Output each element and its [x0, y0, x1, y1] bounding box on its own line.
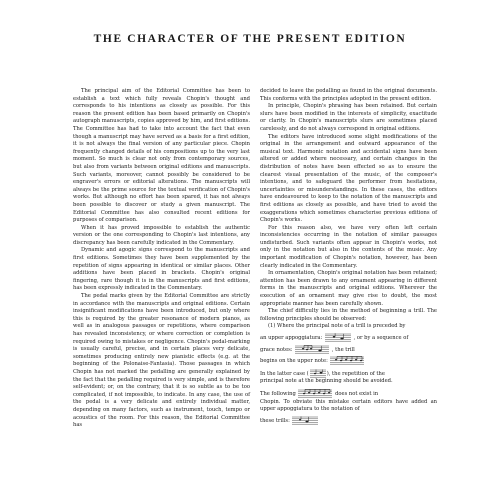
text: does not exist in [335, 390, 379, 397]
page-title: THE CHARACTER OF THE PRESENT EDITION [93, 33, 407, 45]
music-example-upper-note-start [330, 356, 364, 365]
trill-rule-3 [260, 389, 437, 399]
paragraph: The principal aim of the Editorial Committee has been to establish a text which fully reveals Chopin's thought and corresponds to his intentions as closely as possible. For this reason the present edition has been based primarily on Chopin's autograph manuscripts, copies approved by him, and first editions. The Committee has had to take into account the fact that even though a manuscript may have served as a basis for a first edition, it is not always the final version of any particular piece. Chopin frequently changed details of his compositions up to the very last moment. So much is clear not only from contemporary sources, but also from variants between original editions and manuscripts. Such variants, moreover, cannot possibly be considered to be engraver's errors or editorial alterations. The manuscripts will always be the prime source for the textual verification of Chopin's works. But although no effort has been spared, it has not always been possible to discover or study a given manuscript. The Editorial Committee has also consulted recent editions for purposes of comparison. [73, 88, 250, 224]
music-example-nonexistent [298, 389, 332, 398]
paragraph: The editors have introduced some slight modifications of the original in the arrangement and outward appearance of the musical text. Harmonic notation and accidental signs have been altered or added where necessary, and certain changes in the distribution of notes have been effected so as to ensure the clearest visual presentation of the music, of the composer's intentions, and to safeguard the performer from hesitations, uncertainties or misunderstandings. In these cases, the editors have endeavoured to keep to the notation of the manuscripts and first editions as closely as possible, and have tried to avoid the exaggerations which sometimes characterise previous editions of Chopin's works. [260, 133, 437, 224]
text: an upper appoggiatura: [260, 335, 323, 341]
trill-rule-1-cont [260, 345, 437, 355]
trill-rule-1 [260, 323, 437, 331]
paragraph: decided to leave the pedalling as found in the original documents. This conforms with the principles adopted in the present edition. [260, 88, 437, 102]
paragraph: The pedal marks given by the Editorial Committee are strictly in accordance with the manuscripts and original editions. Certain insignificant modifications have been introduced, but only where this is required by the greater resonance of modern pianos, as well as in analogous passages or repetitions, where comparison has revealed inconsistency, or where correction or completion is required owing to mistakes or negligence. Chopin's pedal-marking is usually careful, precise, and in certain places very delicate, sometimes producing entirely new pianistic effects (e.g. at the beginning of the Polonaise-Fantasia). Those passages in which Chopin has not marked the pedalling are generally explained by the fact that the pedalling required is very simple, and is therefore self-evident; or, on the contrary, that it is so subtle as to be too complicated, if not impossible, to indicate. In any case, the use of the pedal is a very delicate and entirely individual matter, depending on many factors, such as instrument, touch, tempo or acoustics of the room. For this reason, the Editorial Committee has [73, 293, 250, 429]
paragraph: Dynamic and agogic signs correspond to the manuscripts and first editions. Sometimes they have been supplemented by the repetition of signs appearing in identical or similar places. Other additions have been placed in brackets. Chopin's original fingering, rare though it is in the manuscripts and first editions, has been expressly indicated in the Commentary. [73, 247, 250, 292]
trill-rule-2-cont: principal note at the beginning should be avoided. [260, 378, 393, 385]
text: ), the repetition of the [326, 370, 385, 377]
text: begins on the upper note: [260, 358, 328, 365]
trill-rule-1-cont [260, 356, 437, 366]
paragraph: In ornamentation, Chopin's original notation has been retained; attention has been drawn to any ornament appearing in different forms in the manuscripts and original editions. Wherever the execution of an ornament may give rise to doubt, the most appropriate manner has been carefully shown. [260, 270, 437, 307]
text: In the latter case ( [260, 370, 309, 377]
trill-rule-3-cont: Chopin. To obviate this mistake certain editors have added an upper appoggiatura to the notation of [260, 398, 437, 413]
trill-rule-3-cont [260, 416, 437, 426]
left-column [73, 88, 250, 430]
trill-rule-2 [260, 369, 437, 379]
text: these trills: [260, 417, 290, 424]
right-column [260, 88, 437, 425]
paragraph: The chief difficulty lies in the method of beginning a trill. The following principles should be observed: [260, 308, 437, 322]
paragraph: For this reason also, we have very often left certain inconsistencies occurring in the notation of similar passages undisturbed. Such variants often appear in Chopin's works, not only in the notation but also in the contents of the music. Any important modification of Chopin's notation, however, has been clearly indicated in the Commentary. [260, 224, 437, 269]
trill-rule-1-cont [260, 333, 437, 343]
text: The following [260, 390, 296, 397]
paragraph: When it has proved impossible to establish the authentic version or the one corresponding to Chopin's last intentions, any discrepancy has been carefully indicated in the Commentary. [73, 224, 250, 246]
text: , the trill [331, 346, 355, 353]
paragraph: In principle, Chopin's phrasing has been retained. But certain slurs have been modified in the interests of simplicity, exactitude or clarity. In Chopin's manuscripts slurs are sometimes placed carelessly, and do not always correspond in original editions. [260, 103, 437, 132]
text: , or by a sequence of [353, 335, 409, 341]
music-example-trill-with-appoggiatura [292, 416, 318, 425]
text: grace notes: [260, 346, 293, 353]
music-example-latter-case [310, 369, 326, 378]
text: (1) Where the principal note of a trill is preceded by [268, 323, 406, 330]
music-example-grace-notes [295, 345, 329, 354]
music-example-appoggiatura [325, 333, 351, 342]
